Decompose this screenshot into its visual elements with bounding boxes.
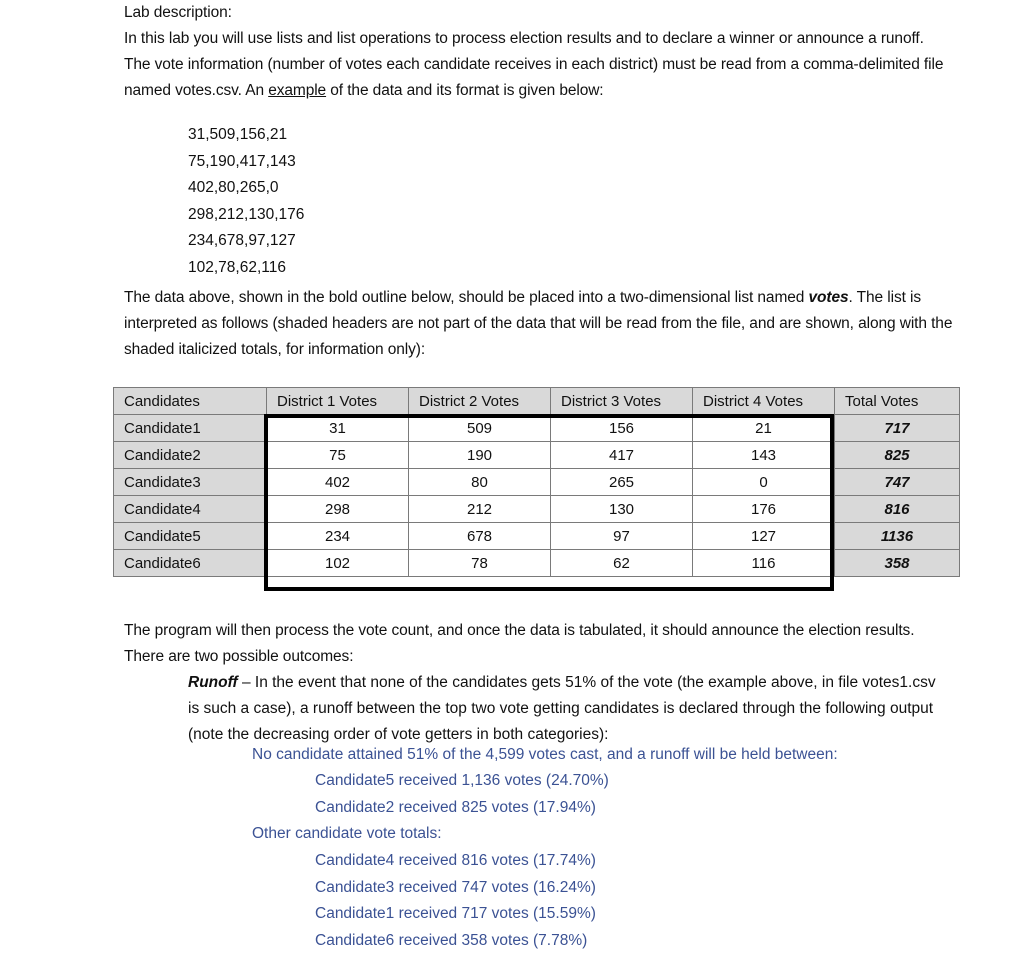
district-votes: 156 <box>551 415 693 442</box>
district-votes: 190 <box>409 442 551 469</box>
total-votes: 825 <box>835 442 960 469</box>
output-line: Candidate3 received 747 votes (16.24%) <box>315 878 596 896</box>
district-votes: 62 <box>551 550 693 577</box>
total-votes: 747 <box>835 469 960 496</box>
district-votes: 265 <box>551 469 693 496</box>
candidate-name: Candidate5 <box>114 523 267 550</box>
district-votes: 80 <box>409 469 551 496</box>
total-votes: 358 <box>835 550 960 577</box>
intro-paragraph <box>124 26 944 104</box>
district-votes: 127 <box>693 523 835 550</box>
header-district-1: District 1 Votes <box>267 388 409 415</box>
candidate-name: Candidate2 <box>114 442 267 469</box>
intro-text-2: of the data and its format is given below: <box>326 82 604 99</box>
intro-text-1: In this lab you will use lists and list operations to process election results and to declare a winner or announce a runoff. The vote information (number of votes each candidate receives in each district) must be read from a comma-delimited file named votes.csv. An <box>124 30 944 99</box>
para2-text-1: The data above, shown in the bold outline below, should be placed into a two-dimensional list named <box>124 289 809 306</box>
output-line: Candidate5 received 1,136 votes (24.70%) <box>315 772 609 789</box>
district-votes: 143 <box>693 442 835 469</box>
processing-paragraph: The program will then process the vote count, and once the data is tabulated, it should announce the election results. There are two possible outcomes: <box>124 622 915 665</box>
votes-list-paragraph <box>124 285 954 363</box>
table-row <box>114 523 960 550</box>
table-header-row <box>114 388 960 415</box>
district-votes: 21 <box>693 415 835 442</box>
candidate-name: Candidate6 <box>114 550 267 577</box>
header-district-3: District 3 Votes <box>551 388 693 415</box>
district-votes: 31 <box>267 415 409 442</box>
district-votes: 212 <box>409 496 551 523</box>
csv-line: 234,678,97,127 <box>188 232 296 250</box>
output-line: Candidate6 received 358 votes (7.78%) <box>315 931 588 949</box>
output-runoff-candidates <box>315 768 609 821</box>
header-district-2: District 2 Votes <box>409 388 551 415</box>
table-row <box>114 442 960 469</box>
candidate-name: Candidate3 <box>114 469 267 496</box>
table-row <box>114 415 960 442</box>
table-row <box>114 496 960 523</box>
table-row <box>114 469 960 496</box>
district-votes: 0 <box>693 469 835 496</box>
output-runoff-announcement: No candidate attained 51% of the 4,599 votes cast, and a runoff will be held between: <box>252 746 838 763</box>
candidate-name: Candidate1 <box>114 415 267 442</box>
candidate-name: Candidate4 <box>114 496 267 523</box>
example-link[interactable]: example <box>268 82 327 99</box>
output-line: Candidate1 received 717 votes (15.59%) <box>315 905 596 922</box>
district-votes: 417 <box>551 442 693 469</box>
header-district-4: District 4 Votes <box>693 388 835 415</box>
csv-line: 75,190,417,143 <box>188 152 296 170</box>
header-candidates: Candidates <box>114 388 267 415</box>
output-other-label: Other candidate vote totals: <box>252 825 442 842</box>
lab-heading: Lab description: <box>124 4 232 21</box>
runoff-text: – In the event that none of the candidates gets 51% of the vote (the example above, in file votes1.csv is such a case), a runoff between the top two vote getting candidates is declared through the following output (note the decreasing order of vote getters in both categories): <box>188 674 936 743</box>
csv-line: 298,212,130,176 <box>188 205 305 223</box>
district-votes: 130 <box>551 496 693 523</box>
header-total: Total Votes <box>835 388 960 415</box>
runoff-label: Runoff <box>188 674 238 691</box>
output-other-candidates <box>315 848 596 954</box>
district-votes: 298 <box>267 496 409 523</box>
district-votes: 97 <box>551 523 693 550</box>
table-row <box>114 550 960 577</box>
district-votes: 78 <box>409 550 551 577</box>
output-line: Candidate2 received 825 votes (17.94%) <box>315 798 596 816</box>
district-votes: 509 <box>409 415 551 442</box>
district-votes: 102 <box>267 550 409 577</box>
total-votes: 717 <box>835 415 960 442</box>
output-line: Candidate4 received 816 votes (17.74%) <box>315 852 596 869</box>
runoff-description <box>188 670 948 748</box>
total-votes: 1136 <box>835 523 960 550</box>
votes-table <box>113 387 960 577</box>
votes-keyword: votes <box>808 289 849 306</box>
total-votes: 816 <box>835 496 960 523</box>
csv-example <box>188 122 304 282</box>
district-votes: 678 <box>409 523 551 550</box>
district-votes: 75 <box>267 442 409 469</box>
para2-text-2: . The list is interpreted as follows (shaded headers are not part of the data that will be read from the file, and are shown, along with the shaded italicized totals, for information only): <box>124 289 953 358</box>
csv-line: 31,509,156,21 <box>188 126 288 143</box>
csv-line: 102,78,62,116 <box>188 258 286 276</box>
district-votes: 402 <box>267 469 409 496</box>
district-votes: 176 <box>693 496 835 523</box>
district-votes: 234 <box>267 523 409 550</box>
csv-line: 402,80,265,0 <box>188 179 279 197</box>
district-votes: 116 <box>693 550 835 577</box>
